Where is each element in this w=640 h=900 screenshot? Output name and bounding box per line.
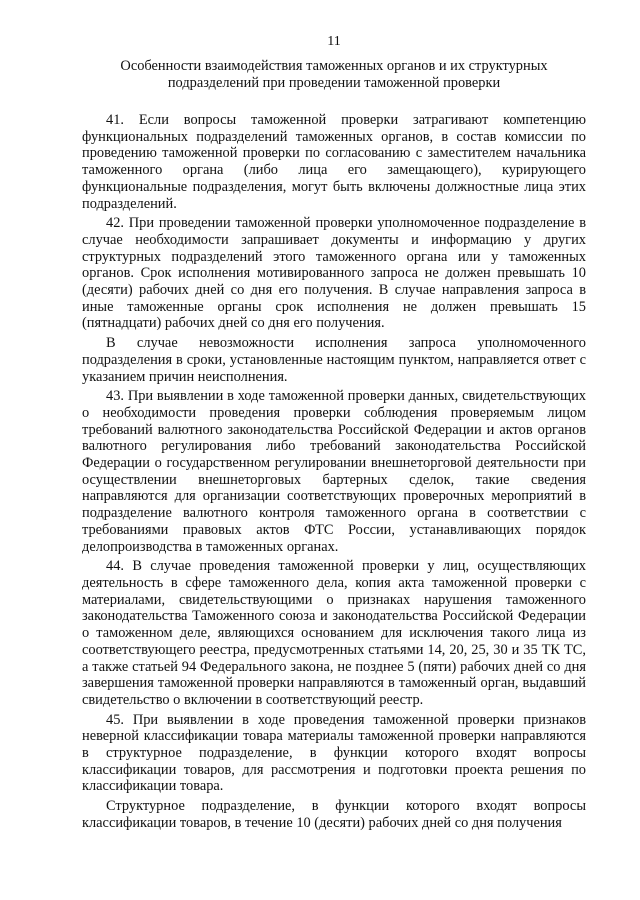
paragraph-42-continuation: В случае невозможности исполнения запроса уполномоченного подразделения в сроки, установленные настоящим пунктом, направляется ответ с указанием причин неисполнения. [82, 335, 586, 385]
section-title-line-1: Особенности взаимодействия таможенных органов и их структурных [120, 58, 548, 74]
paragraph-45-continuation: Структурное подразделение, в функции которого входят вопросы классификации товаров, в течение 10 (десяти) рабочих дней со дня получения [82, 798, 586, 831]
section-title-line-2: подразделений при проведении таможенной проверки [167, 75, 501, 91]
paragraph-45: 45. При выявлении в ходе проведения таможенной проверки признаков неверной классификации товара материалы таможенной проверки направляются в структурное подразделение, в функции которого входят вопросы классификации товаров, для рассмотрения и подготовки проекта решения по классификации товара. [82, 711, 586, 795]
section-title [82, 58, 586, 92]
paragraph-42: 42. При проведении таможенной проверки уполномоченное подразделение в случае необходимости запрашивает документы и информацию у других структурных подразделений этого таможенного органа или у таможенных органов. Срок исполнения мотивированного запроса не должен превышать 10 (десяти) рабочих дней со дня его получения. В случае направления запроса в иные таможенные органы срок исполнения не должен превышать 15 (пятнадцати) рабочих дней со дня его получения. [82, 215, 586, 332]
page-number: 11 [327, 34, 341, 49]
paragraph-43: 43. При выявлении в ходе таможенной проверки данных, свидетельствующих о необходимости проведения проверки соблюдения проверяемым лицом требований валютного законодательства Российской Федерации и актов органов валютного регулирования либо требований законодательства Российской Федерации о государственном регулировании внешнеторговой деятельности при осуществлении внешнеторговых бартерных сделок, такие сведения направляются для организации соответствующих проверочных мероприятий в подразделение валютного контроля таможенного органа в соответствии с требованиями правовых актов ФТС России, устанавливающих порядок делопроизводства в таможенных органах. [82, 388, 586, 555]
paragraph-44: 44. В случае проведения таможенной проверки у лиц, осуществляющих деятельность в сфере таможенного дела, копия акта таможенной проверки с материалами, свидетельствующими о признаках нарушения таможенного законодательства Таможенного союза и законодательства Российской Федерации о таможенном деле, являющихся основанием для исключения такого лица из соответствующего реестра, предусмотренных статьями 14, 20, 25, 30 и 35 ТК ТС, а также статьей 94 Федерального закона, не позднее 5 (пяти) рабочих дней со дня завершения таможенной проверки направляются в таможенный орган, выдавший свидетельство о включении в соответствующий реестр. [82, 558, 586, 708]
paragraph-41: 41. Если вопросы таможенной проверки затрагивают компетенцию функциональных подразделений таможенных органов, в состав комиссии по проведению таможенной проверки по согласованию с заместителем начальника таможенного органа (либо лица его замещающего), курирующего функциональные подразделения, могут быть включены должностные лица этих подразделений. [82, 112, 586, 212]
